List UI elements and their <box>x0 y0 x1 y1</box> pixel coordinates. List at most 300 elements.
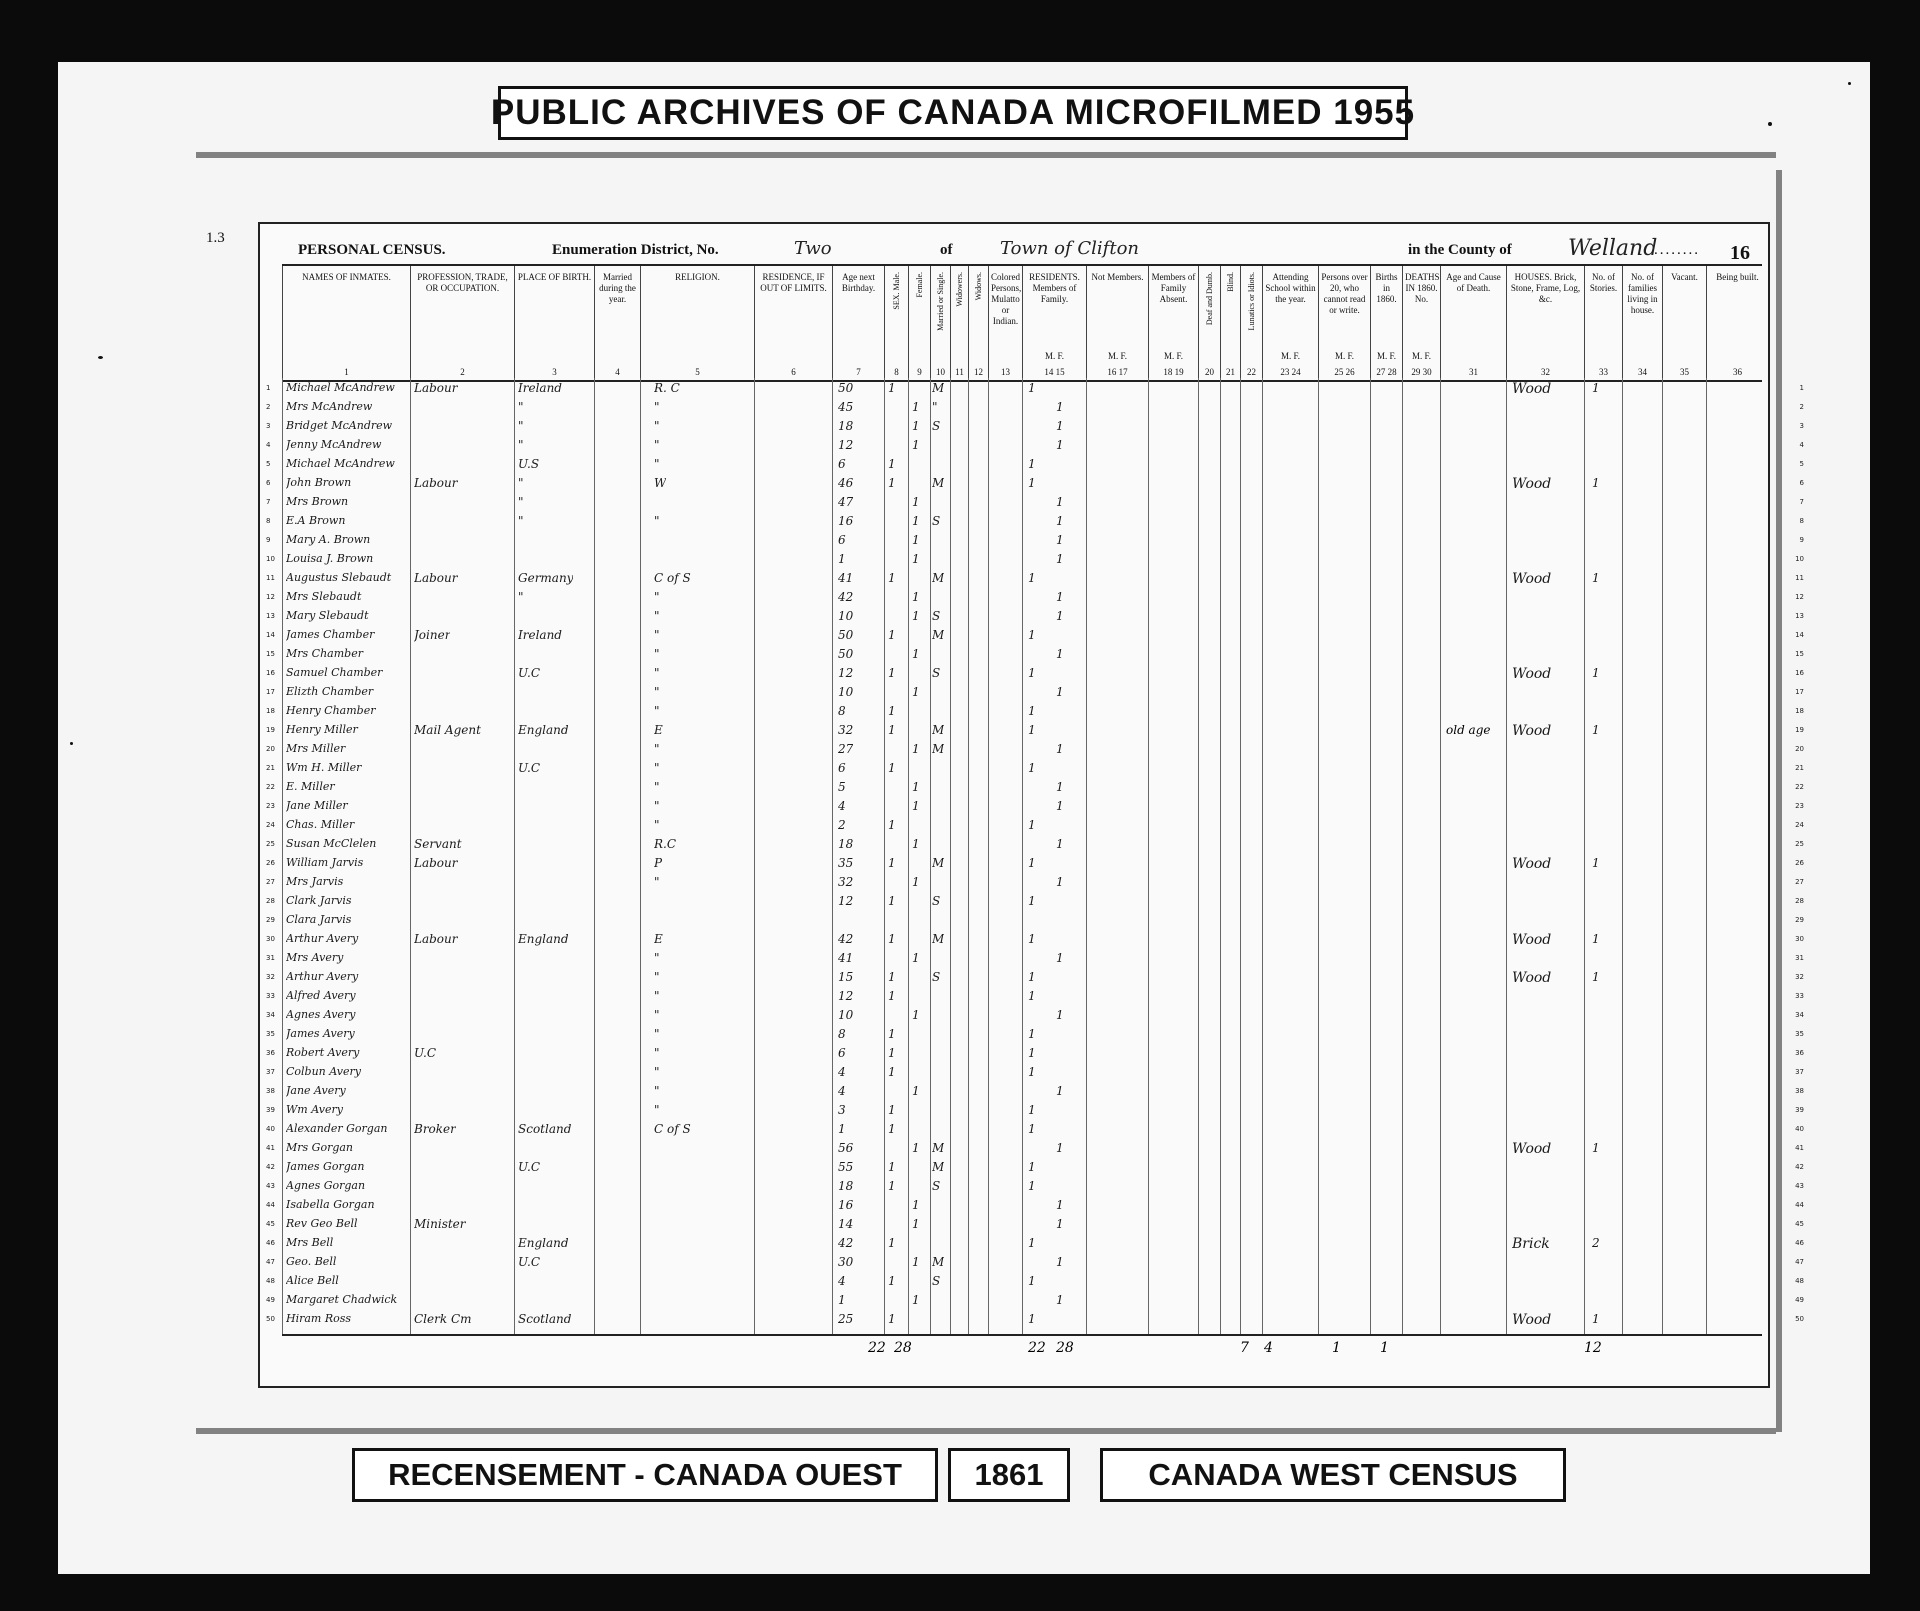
table-row <box>266 418 1804 437</box>
cell-age: 4 <box>838 1065 846 1079</box>
row-number-right: 9 <box>1799 536 1804 544</box>
cell-fm: 1 <box>1028 989 1036 1003</box>
cell-f: 1 <box>912 1198 920 1212</box>
row-number: 14 <box>266 631 275 639</box>
cell-m: 1 <box>888 628 896 642</box>
row-number: 11 <box>266 574 275 582</box>
column-number: 8 <box>894 367 899 377</box>
county-label: in the County of <box>1408 242 1512 258</box>
column-header-24 <box>1440 266 1506 380</box>
cell-rel: " <box>654 970 660 984</box>
column-header-20 <box>1262 266 1318 380</box>
row-number-right: 33 <box>1795 992 1804 1000</box>
cell-house: Wood <box>1512 571 1552 587</box>
row-number-right: 21 <box>1795 764 1804 772</box>
cell-stories: 1 <box>1592 1141 1600 1155</box>
row-number-right: 45 <box>1795 1220 1804 1228</box>
cell-age: 45 <box>838 400 854 414</box>
cell-fm: 1 <box>1028 1160 1036 1174</box>
cell-m: 1 <box>888 894 896 908</box>
cell-birth: " <box>518 590 524 604</box>
cell-rel: " <box>654 1103 660 1117</box>
cell-name: Colbun Avery <box>286 1065 361 1078</box>
column-header-2 <box>410 266 514 380</box>
cell-f: 1 <box>912 400 920 414</box>
cell-f: 1 <box>912 1084 920 1098</box>
cell-rel: " <box>654 647 660 661</box>
cell-name: James Gorgan <box>286 1160 365 1173</box>
table-row <box>266 665 1804 684</box>
row-number-right: 32 <box>1795 973 1804 981</box>
cell-name: Mrs Miller <box>286 742 346 755</box>
row-number: 37 <box>266 1068 275 1076</box>
row-number: 29 <box>266 916 275 924</box>
column-header-14 <box>1022 266 1086 380</box>
row-number-right: 50 <box>1795 1315 1804 1323</box>
total-read-m: 1 <box>1332 1340 1341 1356</box>
column-header-label: Not Members. <box>1091 272 1144 282</box>
total-fam-f: 28 <box>1056 1340 1074 1356</box>
column-header-9 <box>908 266 930 380</box>
row-number: 47 <box>266 1258 275 1266</box>
column-header-label: No. of families living in house. <box>1627 272 1658 315</box>
cell-m: 1 <box>888 457 896 471</box>
cell-ff: 1 <box>1056 1008 1064 1022</box>
cell-rel: " <box>654 1046 660 1060</box>
cell-age: 10 <box>838 685 854 699</box>
cell-fm: 1 <box>1028 476 1036 490</box>
cell-m: 1 <box>888 856 896 870</box>
cell-age: 1 <box>838 552 846 566</box>
row-number-right: 2 <box>1799 403 1804 411</box>
column-number: 31 <box>1469 367 1478 377</box>
cell-rel: " <box>654 704 660 718</box>
column-header-label: Persons over 20, who cannot read or write. <box>1321 272 1368 315</box>
column-header-19 <box>1240 266 1262 380</box>
row-number: 27 <box>266 878 275 886</box>
cell-ff: 1 <box>1056 438 1064 452</box>
cell-birth: " <box>518 495 524 509</box>
cell-stories: 1 <box>1592 666 1600 680</box>
cell-m: 1 <box>888 1103 896 1117</box>
column-header-label: Age and Cause of Death. <box>1446 272 1501 293</box>
cell-name: Chas. Miller <box>286 818 355 831</box>
table-row <box>266 912 1804 931</box>
cell-age: 12 <box>838 438 854 452</box>
cell-occ: Broker <box>414 1122 456 1136</box>
cell-ms: M <box>932 742 945 756</box>
column-header-label: RELIGION. <box>675 272 720 282</box>
row-number-right: 49 <box>1795 1296 1804 1304</box>
cell-ms: M <box>932 628 945 642</box>
cell-m: 1 <box>888 723 896 737</box>
column-header-label: Being built. <box>1716 272 1759 282</box>
cell-stories: 1 <box>1592 476 1600 490</box>
cell-ms: S <box>932 419 941 433</box>
county-value: Welland <box>1568 236 1658 261</box>
cell-age: 50 <box>838 647 854 661</box>
table-row <box>266 893 1804 912</box>
cell-age: 12 <box>838 666 854 680</box>
cell-name: Robert Avery <box>286 1046 360 1059</box>
cell-name: Susan McClelen <box>286 837 377 850</box>
cell-rel: " <box>654 609 660 623</box>
table-row <box>266 1273 1804 1292</box>
column-header-label: Married during the year. <box>599 272 636 304</box>
column-number: 12 <box>974 367 983 377</box>
cell-rel: " <box>654 875 660 889</box>
row-number: 4 <box>266 441 271 449</box>
table-row <box>266 1064 1804 1083</box>
cell-m: 1 <box>888 704 896 718</box>
column-number: 10 <box>936 367 945 377</box>
row-number: 6 <box>266 479 271 487</box>
cell-age: 12 <box>838 894 854 908</box>
cell-name: Mrs Slebaudt <box>286 590 362 603</box>
row-number: 46 <box>266 1239 275 1247</box>
cell-name: Henry Miller <box>286 723 358 736</box>
column-header-label: RESIDENTS. Members of Family. <box>1029 272 1080 304</box>
cell-stories: 1 <box>1592 723 1600 737</box>
cell-name: Mrs Avery <box>286 951 344 964</box>
row-number-right: 41 <box>1795 1144 1804 1152</box>
cell-age: 16 <box>838 514 854 528</box>
cell-ms: M <box>932 571 945 585</box>
cell-birth: England <box>518 1236 569 1250</box>
row-number: 5 <box>266 460 271 468</box>
column-number: 32 <box>1541 367 1550 377</box>
table-row <box>266 1102 1804 1121</box>
cell-name: Mrs McAndrew <box>286 400 373 413</box>
cell-age: 4 <box>838 799 846 813</box>
column-number: 16 17 <box>1107 367 1128 377</box>
table-row <box>266 988 1804 1007</box>
cell-age: 6 <box>838 761 846 775</box>
column-header-4 <box>594 266 640 380</box>
column-header-12 <box>968 266 988 380</box>
column-number: 5 <box>695 367 700 377</box>
cell-ff: 1 <box>1056 590 1064 604</box>
cell-name: Hiram Ross <box>286 1312 352 1325</box>
row-number: 40 <box>266 1125 275 1133</box>
cell-age: 16 <box>838 1198 854 1212</box>
cell-age: 18 <box>838 837 854 851</box>
row-number-right: 31 <box>1795 954 1804 962</box>
row-number: 48 <box>266 1277 275 1285</box>
cell-name: Alice Bell <box>286 1274 339 1287</box>
column-number: 23 24 <box>1280 367 1301 377</box>
column-header-label: Lunatics or Idiots. <box>1247 272 1256 331</box>
cell-birth: U.C <box>518 1255 541 1269</box>
cell-occ: Labour <box>414 476 458 490</box>
district-value: Two <box>794 238 832 259</box>
cell-name: Wm H. Miller <box>286 761 362 774</box>
cell-name: Clara Jarvis <box>286 913 352 926</box>
column-number: 13 <box>1001 367 1010 377</box>
cell-name: Mrs Jarvis <box>286 875 344 888</box>
cell-rel: " <box>654 818 660 832</box>
footer-recensement: RECENSEMENT - CANADA OUEST <box>352 1448 938 1502</box>
cell-name: Wm Avery <box>286 1103 343 1116</box>
cell-age: 30 <box>838 1255 854 1269</box>
table-row <box>266 532 1804 551</box>
cell-fm: 1 <box>1028 457 1036 471</box>
cell-f: 1 <box>912 495 920 509</box>
cell-age: 18 <box>838 419 854 433</box>
table-row <box>266 1311 1804 1330</box>
corner-mark: 1.3 <box>206 230 225 246</box>
table-row <box>266 703 1804 722</box>
cell-ms: S <box>932 1179 941 1193</box>
cell-fm: 1 <box>1028 970 1036 984</box>
cell-birth: England <box>518 932 569 946</box>
cell-age: 6 <box>838 457 846 471</box>
cell-m: 1 <box>888 761 896 775</box>
cell-fm: 1 <box>1028 1274 1036 1288</box>
cell-birth: U.C <box>518 666 541 680</box>
cell-name: Isabella Gorgan <box>286 1198 375 1211</box>
cell-rel: " <box>654 1008 660 1022</box>
cell-occ: U.C <box>414 1046 437 1060</box>
cell-age: 56 <box>838 1141 854 1155</box>
column-header-mf: M. F. <box>1280 351 1301 361</box>
cell-f: 1 <box>912 419 920 433</box>
row-number: 45 <box>266 1220 275 1228</box>
column-header-label: NAMES OF INMATES. <box>302 272 391 282</box>
cell-ff: 1 <box>1056 1141 1064 1155</box>
cell-birth: Scotland <box>518 1312 572 1326</box>
cell-age: 41 <box>838 951 854 965</box>
cell-rel: R. C <box>654 381 680 395</box>
cell-birth: Ireland <box>518 628 562 642</box>
row-number: 18 <box>266 707 275 715</box>
cell-m: 1 <box>888 1236 896 1250</box>
cell-rel: " <box>654 799 660 813</box>
table-row <box>266 760 1804 779</box>
row-number-right: 12 <box>1795 593 1804 601</box>
cell-f: 1 <box>912 1255 920 1269</box>
cell-name: Michael McAndrew <box>286 381 395 394</box>
cell-m: 1 <box>888 1046 896 1060</box>
cell-m: 1 <box>888 1027 896 1041</box>
cell-ms: S <box>932 666 941 680</box>
cell-age: 4 <box>838 1274 846 1288</box>
sheet-right-edge <box>1776 170 1782 1432</box>
cell-name: William Jarvis <box>286 856 364 869</box>
cell-name: James Avery <box>286 1027 355 1040</box>
row-number: 28 <box>266 897 275 905</box>
row-number-right: 24 <box>1795 821 1804 829</box>
column-header-16 <box>1148 266 1198 380</box>
column-header-18 <box>1220 266 1240 380</box>
cell-age: 5 <box>838 780 846 794</box>
column-number: 11 <box>955 367 964 377</box>
cell-f: 1 <box>912 799 920 813</box>
cell-ff: 1 <box>1056 780 1064 794</box>
row-number: 16 <box>266 669 275 677</box>
column-header-13 <box>988 266 1022 380</box>
row-number-right: 34 <box>1795 1011 1804 1019</box>
cell-fm: 1 <box>1028 666 1036 680</box>
cell-rel: " <box>654 780 660 794</box>
cell-fm: 1 <box>1028 1179 1036 1193</box>
cell-fm: 1 <box>1028 894 1036 908</box>
cell-name: James Chamber <box>286 628 375 641</box>
row-number-right: 3 <box>1799 422 1804 430</box>
cell-f: 1 <box>912 552 920 566</box>
column-number: 7 <box>856 367 861 377</box>
cell-name: Agnes Gorgan <box>286 1179 366 1192</box>
column-header-22 <box>1370 266 1402 380</box>
cell-ff: 1 <box>1056 837 1064 851</box>
cell-ff: 1 <box>1056 552 1064 566</box>
cell-age: 8 <box>838 1027 846 1041</box>
column-header-mf: M. F. <box>1107 351 1128 361</box>
total-female: 28 <box>894 1340 912 1356</box>
row-number-right: 29 <box>1795 916 1804 924</box>
cell-birth: U.S <box>518 457 540 471</box>
table-row <box>266 798 1804 817</box>
column-number: 25 26 <box>1334 367 1355 377</box>
cell-fm: 1 <box>1028 1312 1036 1326</box>
cell-name: Henry Chamber <box>286 704 376 717</box>
cell-fm: 1 <box>1028 723 1036 737</box>
cell-m: 1 <box>888 989 896 1003</box>
sheet-bottom-edge <box>196 1428 1776 1434</box>
total-births: 1 <box>1380 1340 1389 1356</box>
column-header-27 <box>1622 266 1662 380</box>
cell-name: E. Miller <box>286 780 335 793</box>
total-stories: 12 <box>1584 1340 1602 1356</box>
district-label: Enumeration District, No. <box>552 242 719 258</box>
column-number: 4 <box>615 367 620 377</box>
table-row <box>266 817 1804 836</box>
row-number-right: 38 <box>1795 1087 1804 1095</box>
cell-name: Margaret Chadwick <box>286 1293 398 1306</box>
cell-age: 1 <box>838 1293 846 1307</box>
table-row <box>266 1254 1804 1273</box>
cell-fm: 1 <box>1028 1027 1036 1041</box>
column-number: 21 <box>1226 367 1235 377</box>
column-header-3 <box>514 266 594 380</box>
row-number: 23 <box>266 802 275 810</box>
row-number: 39 <box>266 1106 275 1114</box>
row-number-right: 39 <box>1795 1106 1804 1114</box>
cell-ff: 1 <box>1056 400 1064 414</box>
table-row <box>266 779 1804 798</box>
cell-f: 1 <box>912 647 920 661</box>
column-number: 33 <box>1599 367 1608 377</box>
cell-fm: 1 <box>1028 932 1036 946</box>
census-grid <box>266 378 1804 1334</box>
cell-birth: Scotland <box>518 1122 572 1136</box>
table-row <box>266 1235 1804 1254</box>
row-number: 38 <box>266 1087 275 1095</box>
table-row <box>266 1026 1804 1045</box>
table-row <box>266 969 1804 988</box>
cell-name: Geo. Bell <box>286 1255 337 1268</box>
column-number: 2 <box>460 367 465 377</box>
cell-rel: " <box>654 685 660 699</box>
column-header-17 <box>1198 266 1220 380</box>
cell-name: E.A Brown <box>286 514 346 527</box>
table-row <box>266 684 1804 703</box>
cell-name: Mrs Gorgan <box>286 1141 354 1154</box>
cell-ff: 1 <box>1056 495 1064 509</box>
cell-occ: Joiner <box>414 628 451 642</box>
cell-f: 1 <box>912 590 920 604</box>
row-number-right: 48 <box>1795 1277 1804 1285</box>
cell-birth: Ireland <box>518 381 562 395</box>
cell-name: Louisa J. Brown <box>286 552 374 565</box>
cell-rel: " <box>654 742 660 756</box>
cell-ff: 1 <box>1056 1217 1064 1231</box>
column-header-label: Widows. <box>974 272 983 301</box>
table-row <box>266 399 1804 418</box>
row-number-right: 20 <box>1795 745 1804 753</box>
table-row <box>266 570 1804 589</box>
cell-fm: 1 <box>1028 856 1036 870</box>
cell-occ: Servant <box>414 837 462 851</box>
row-number-right: 22 <box>1795 783 1804 791</box>
cell-fm: 1 <box>1028 818 1036 832</box>
table-row <box>266 494 1804 513</box>
column-header-label: DEATHS IN 1860. No. <box>1405 272 1440 304</box>
cell-occ: Labour <box>414 381 458 395</box>
cell-fm: 1 <box>1028 1122 1036 1136</box>
cell-rel: C of S <box>654 571 691 585</box>
row-number-right: 1 <box>1799 384 1804 392</box>
table-row <box>266 1197 1804 1216</box>
table-row <box>266 437 1804 456</box>
row-number: 31 <box>266 954 275 962</box>
row-number: 8 <box>266 517 271 525</box>
row-number-right: 36 <box>1795 1049 1804 1057</box>
table-row <box>266 1007 1804 1026</box>
cell-ff: 1 <box>1056 799 1064 813</box>
column-number: 3 <box>552 367 557 377</box>
total-fam-m: 22 <box>1028 1340 1046 1356</box>
cell-birth: U.C <box>518 761 541 775</box>
total-school-f: 4 <box>1264 1340 1273 1356</box>
cell-f: 1 <box>912 1217 920 1231</box>
cell-f: 1 <box>912 742 920 756</box>
column-header-label: Members of Family Absent. <box>1151 272 1196 304</box>
column-header-10 <box>930 266 950 380</box>
cell-stories: 2 <box>1592 1236 1600 1250</box>
cell-ff: 1 <box>1056 609 1064 623</box>
column-header-28 <box>1662 266 1706 380</box>
row-number: 15 <box>266 650 275 658</box>
column-header-label: Deaf and Dumb. <box>1205 272 1214 326</box>
cell-name: Mrs Bell <box>286 1236 334 1249</box>
cell-age: 42 <box>838 932 854 946</box>
cell-birth: England <box>518 723 569 737</box>
cell-birth: " <box>518 438 524 452</box>
cell-house: Wood <box>1512 1312 1552 1328</box>
cell-birth: " <box>518 400 524 414</box>
cell-age: 6 <box>838 533 846 547</box>
column-header-mf: M. F. <box>1376 351 1397 361</box>
form-header <box>206 230 1758 268</box>
column-number: 14 15 <box>1044 367 1065 377</box>
cell-rel: " <box>654 400 660 414</box>
cell-m: 1 <box>888 571 896 585</box>
row-number: 24 <box>266 821 275 829</box>
cell-m: 1 <box>888 381 896 395</box>
cell-stories: 1 <box>1592 970 1600 984</box>
row-number: 19 <box>266 726 275 734</box>
